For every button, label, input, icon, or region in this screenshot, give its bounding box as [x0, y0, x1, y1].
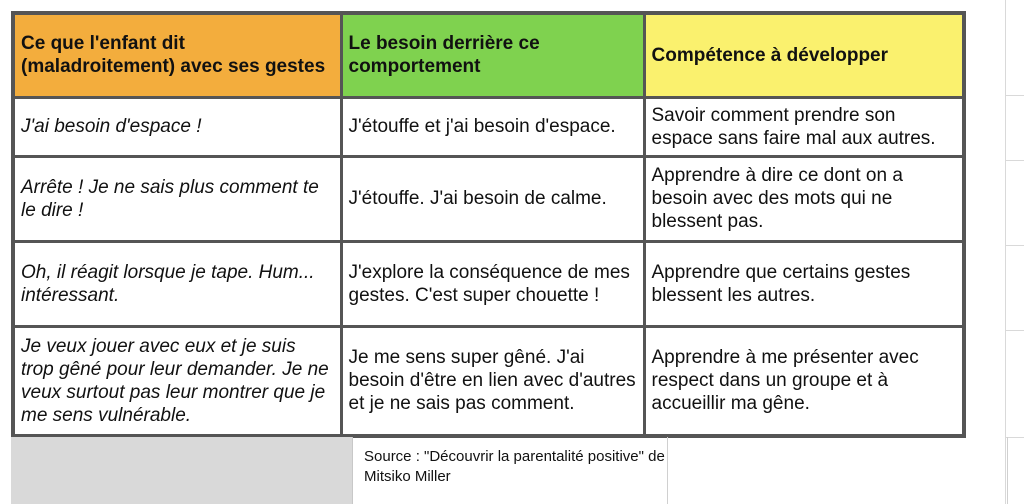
- behavior-needs-table: [11, 11, 966, 438]
- empty-cell[interactable]: [668, 437, 1008, 504]
- cell-child-says[interactable]: Je veux jouer avec eux et je suis trop gêné pour leur demander. Je ne veux surtout pas leur montrer que je me sens vulnérable.: [13, 326, 341, 436]
- source-citation-cell[interactable]: Source : "Découvrir la parentalité positive" de Mitsiko Miller: [352, 437, 668, 504]
- cell-need[interactable]: Je me sens super gêné. J'ai besoin d'être en lien avec d'autres et je ne sais pas comment.: [341, 326, 644, 436]
- header-cell-skill[interactable]: Compétence à développer: [644, 13, 964, 97]
- source-row: [11, 437, 1007, 504]
- cell-child-says[interactable]: Oh, il réagit lorsque je tape. Hum... intéressant.: [13, 241, 341, 326]
- cell-child-says[interactable]: Arrête ! Je ne sais plus comment te le dire !: [13, 156, 341, 241]
- header-cell-what-child-says[interactable]: Ce que l'enfant dit (maladroitement) avec ses gestes: [13, 13, 341, 97]
- table-row: [13, 156, 964, 241]
- table-row: [13, 241, 964, 326]
- grid-row-line: [1005, 330, 1024, 331]
- cell-need[interactable]: J'étouffe. J'ai besoin de calme.: [341, 156, 644, 241]
- grid-row-line: [1005, 160, 1024, 161]
- header-cell-need[interactable]: Le besoin derrière ce comportement: [341, 13, 644, 97]
- cell-skill[interactable]: Apprendre à dire ce dont on a besoin avec des mots qui ne blessent pas.: [644, 156, 964, 241]
- grid-row-line: [1005, 245, 1024, 246]
- grid-column-line: [1005, 0, 1006, 504]
- empty-gray-cell[interactable]: [11, 437, 353, 504]
- table-row: [13, 326, 964, 436]
- cell-skill[interactable]: Savoir comment prendre son espace sans faire mal aux autres.: [644, 97, 964, 156]
- table-row: [13, 97, 964, 156]
- cell-skill[interactable]: Apprendre à me présenter avec respect dans un groupe et à accueillir ma gêne.: [644, 326, 964, 436]
- cell-need[interactable]: J'explore la conséquence de mes gestes. C'est super chouette !: [341, 241, 644, 326]
- cell-child-says[interactable]: J'ai besoin d'espace !: [13, 97, 341, 156]
- grid-row-line: [1005, 95, 1024, 96]
- table-header-row: [13, 13, 964, 97]
- cell-skill[interactable]: Apprendre que certains gestes blessent les autres.: [644, 241, 964, 326]
- cell-need[interactable]: J'étouffe et j'ai besoin d'espace.: [341, 97, 644, 156]
